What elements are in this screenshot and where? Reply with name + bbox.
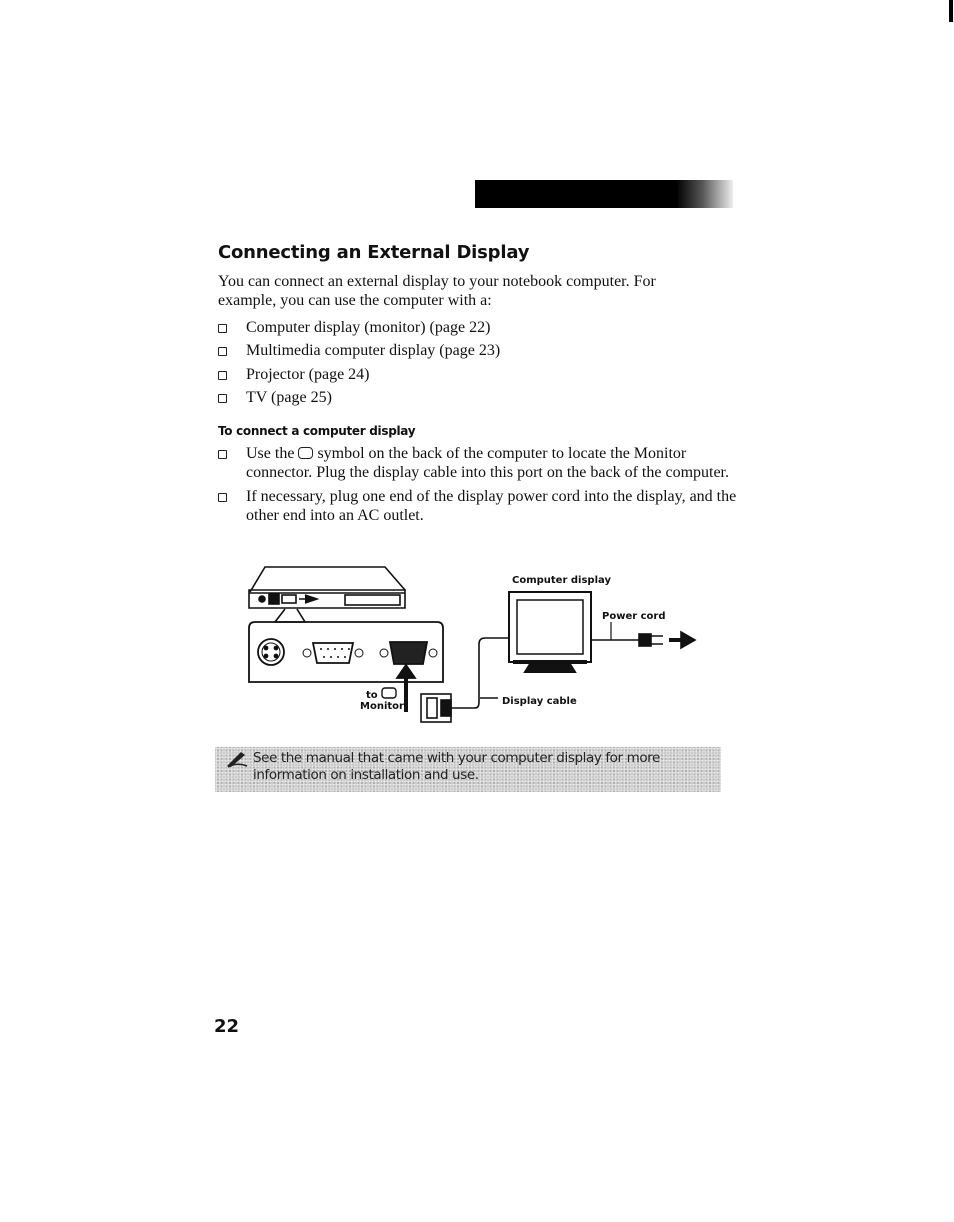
note-box bbox=[215, 747, 721, 792]
pencil-note-icon bbox=[225, 750, 249, 768]
note-text: See the manual that came with your computer display for more information on installation and use. bbox=[253, 750, 660, 783]
power-cord-label: Power cord bbox=[602, 611, 666, 622]
display-cable-label: Display cable bbox=[502, 696, 577, 707]
computer-display-label: Computer display bbox=[512, 575, 611, 586]
list-item bbox=[218, 341, 500, 364]
intro-paragraph: You can connect an external display to your notebook computer. For example, you can use the computer with a: bbox=[218, 273, 656, 309]
display-type-list bbox=[218, 318, 500, 411]
list-item bbox=[218, 388, 500, 411]
step-text-start: Use the bbox=[246, 445, 295, 462]
procedure-step-1 bbox=[218, 444, 738, 482]
list-item bbox=[218, 318, 500, 341]
list-item-text: TV (page 25) bbox=[246, 388, 332, 406]
procedure-heading: To connect a computer display bbox=[218, 424, 416, 438]
display-cable-plug-illustration bbox=[421, 638, 509, 722]
notebook-computer-illustration bbox=[249, 567, 405, 622]
list-item-text: Computer display (monitor) (page 22) bbox=[246, 319, 491, 336]
checkbox-bullet-icon bbox=[218, 493, 227, 502]
chapter-header-bar bbox=[475, 180, 733, 208]
to-label: to bbox=[366, 690, 378, 701]
list-item bbox=[218, 365, 500, 388]
procedure-step-2 bbox=[218, 487, 738, 525]
connection-diagram bbox=[245, 562, 705, 732]
step-text-end: symbol on the back of the computer to locate the Monitor connector. Plug the display cable into this port on the back of the computer. bbox=[246, 445, 729, 481]
section-title: Connecting an External Display bbox=[218, 242, 530, 263]
page-edge-mark bbox=[949, 0, 953, 22]
list-item-text: Multimedia computer display (page 23) bbox=[246, 342, 501, 360]
checkbox-bullet-icon bbox=[218, 347, 227, 356]
monitor-label: Monitor bbox=[360, 701, 404, 712]
procedure-steps bbox=[218, 444, 738, 530]
power-cord-illustration bbox=[591, 622, 695, 648]
checkbox-bullet-icon bbox=[218, 371, 227, 380]
checkbox-bullet-icon bbox=[218, 450, 227, 459]
list-item-text: Projector (page 24) bbox=[246, 365, 370, 383]
port-panel-illustration bbox=[249, 622, 443, 712]
monitor-symbol-icon bbox=[298, 447, 313, 459]
checkbox-bullet-icon bbox=[218, 394, 227, 403]
step-text: If necessary, plug one end of the display power cord into the display, and the other end into an AC outlet. bbox=[246, 488, 737, 524]
checkbox-bullet-icon bbox=[218, 324, 227, 333]
monitor-illustration bbox=[509, 592, 591, 672]
page-number: 22 bbox=[214, 1016, 240, 1037]
monitor-port-symbol-icon bbox=[382, 688, 396, 698]
